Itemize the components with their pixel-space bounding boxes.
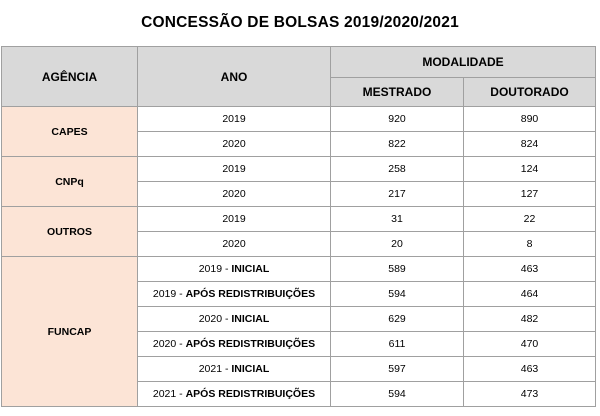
year-label: 2019 - — [152, 288, 186, 300]
year-cell — [138, 157, 331, 182]
year-cell — [138, 357, 331, 382]
year-label: 2020 - — [198, 313, 232, 325]
doctorate-value: 463 — [464, 257, 596, 282]
header-agency: AGÊNCIA — [2, 47, 138, 107]
doctorate-value: 482 — [464, 307, 596, 332]
header-year: ANO — [138, 47, 331, 107]
year-label: 2019 - — [198, 263, 232, 275]
year-label: 2019 — [222, 113, 246, 125]
year-cell — [138, 182, 331, 207]
table-row — [2, 107, 596, 132]
agency-cell: OUTROS — [2, 207, 138, 257]
masters-value: 822 — [331, 132, 464, 157]
year-label: 2019 — [222, 213, 246, 225]
year-label: 2021 - — [198, 363, 232, 375]
doctorate-value: 8 — [464, 232, 596, 257]
year-cell — [138, 282, 331, 307]
year-phase-label: APÓS REDISTRIBUIÇÕES — [185, 288, 316, 300]
year-label: 2020 — [222, 138, 246, 150]
masters-value: 589 — [331, 257, 464, 282]
agency-cell: FUNCAP — [2, 257, 138, 407]
year-cell — [138, 232, 331, 257]
masters-value: 629 — [331, 307, 464, 332]
header-masters: MESTRADO — [331, 78, 464, 107]
year-phase-label: INICIAL — [231, 263, 270, 275]
grants-table — [1, 46, 596, 407]
year-cell — [138, 107, 331, 132]
table-title: CONCESSÃO DE BOLSAS 2019/2020/2021 — [141, 14, 459, 31]
year-phase-label: APÓS REDISTRIBUIÇÕES — [185, 388, 316, 400]
agency-cell: CNPq — [2, 157, 138, 207]
year-cell — [138, 307, 331, 332]
table-row — [2, 257, 596, 282]
masters-value: 217 — [331, 182, 464, 207]
table-row — [2, 157, 596, 182]
doctorate-value: 824 — [464, 132, 596, 157]
header-modality: MODALIDADE — [331, 47, 596, 78]
masters-value: 258 — [331, 157, 464, 182]
masters-value: 611 — [331, 332, 464, 357]
table-row — [2, 207, 596, 232]
year-phase-label: INICIAL — [231, 313, 270, 325]
year-phase-label: APÓS REDISTRIBUIÇÕES — [185, 338, 316, 350]
doctorate-value: 464 — [464, 282, 596, 307]
agency-cell: CAPES — [2, 107, 138, 157]
masters-value: 920 — [331, 107, 464, 132]
year-label: 2020 - — [152, 338, 186, 350]
doctorate-value: 890 — [464, 107, 596, 132]
year-cell — [138, 257, 331, 282]
year-cell — [138, 207, 331, 232]
year-phase-label: INICIAL — [231, 363, 270, 375]
doctorate-value: 470 — [464, 332, 596, 357]
masters-value: 597 — [331, 357, 464, 382]
doctorate-value: 473 — [464, 382, 596, 407]
table-body — [2, 107, 596, 407]
year-label: 2020 — [222, 238, 246, 250]
masters-value: 594 — [331, 282, 464, 307]
masters-value: 594 — [331, 382, 464, 407]
doctorate-value: 22 — [464, 207, 596, 232]
year-cell — [138, 332, 331, 357]
year-cell — [138, 382, 331, 407]
doctorate-value: 127 — [464, 182, 596, 207]
year-label: 2021 - — [152, 388, 186, 400]
doctorate-value: 463 — [464, 357, 596, 382]
header-doctorate: DOUTORADO — [464, 78, 596, 107]
year-label: 2020 — [222, 188, 246, 200]
year-label: 2019 — [222, 163, 246, 175]
doctorate-value: 124 — [464, 157, 596, 182]
year-cell — [138, 132, 331, 157]
masters-value: 31 — [331, 207, 464, 232]
masters-value: 20 — [331, 232, 464, 257]
